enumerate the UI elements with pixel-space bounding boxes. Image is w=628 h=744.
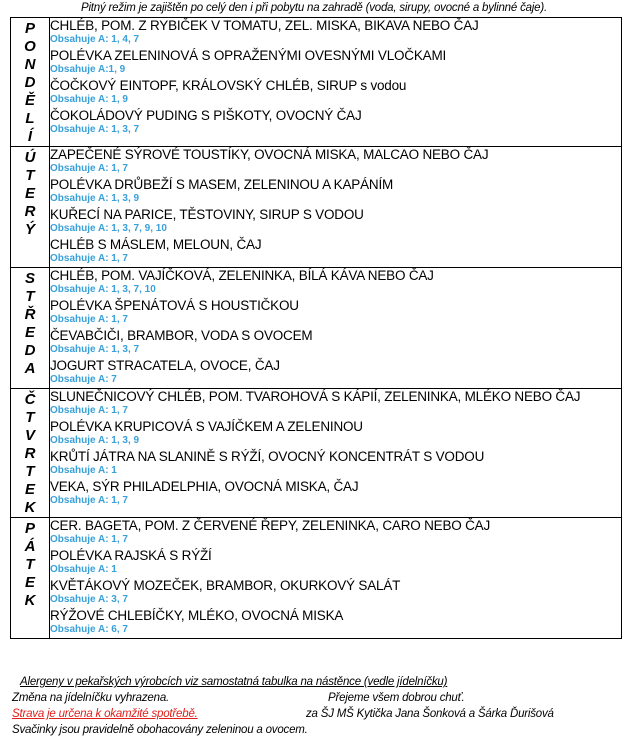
dish-name: KRŮTÍ JÁTRA NA SLANINĚ S RÝŽÍ, OVOCNÝ KONCENTRÁT S VODOU bbox=[50, 449, 485, 464]
dish-name: ČEVABČIČI, BRAMBOR, VODA S OVOCEM bbox=[50, 328, 313, 343]
dish-name: CHLÉB, POM. Z RYBIČEK V TOMATU, ZEL. MISKA, BIKAVA NEBO ČAJ bbox=[50, 18, 479, 33]
allergen-info: Obsahuje A: 6, 7 bbox=[50, 624, 128, 635]
dish-name: POLÉVKA ŠPENÁTOVÁ S HOUSTIČKOU bbox=[50, 298, 299, 313]
allergen-info: Obsahuje A: 1, 3, 7, 10 bbox=[50, 284, 156, 295]
day-row bbox=[11, 18, 622, 147]
dish-name: CHLÉB S MÁSLEM, MELOUN, ČAJ bbox=[50, 237, 262, 252]
signature: za ŠJ MŠ Kytička Jana Šonková a Šárka Ďurišová bbox=[306, 708, 554, 720]
changes-reserved-note bbox=[12, 692, 169, 704]
allergen-info: Obsahuje A: 1, 7 bbox=[50, 495, 128, 506]
day-letter: L bbox=[25, 110, 35, 127]
day-name-vertical bbox=[11, 518, 49, 610]
allergen-info: Obsahuje A: 7 bbox=[50, 374, 117, 385]
day-name-cell bbox=[11, 389, 50, 518]
day-letter: O bbox=[24, 38, 36, 55]
allergen-info: Obsahuje A: 1, 4, 7 bbox=[50, 34, 140, 45]
day-letter: D bbox=[24, 342, 36, 359]
allergen-info: Obsahuje A: 1, 9 bbox=[50, 94, 128, 105]
allergen-info: Obsahuje A: 1, 7 bbox=[50, 314, 128, 325]
dish-name: ČOČKOVÝ EINTOPF, KRÁLOVSKÝ CHLÉB, SIRUP s vodou bbox=[50, 78, 407, 93]
day-row bbox=[11, 389, 622, 518]
dish-name: KUŘECÍ NA PARICE, TĚSTOVINY, SIRUP S VODOU bbox=[50, 207, 364, 222]
day-letter: T bbox=[25, 556, 35, 573]
day-letter: R bbox=[24, 445, 36, 462]
dish-name: SLUNEČNICOVÝ CHLÉB, POM. TVAROHOVÁ S KÁPIÍ, ZELENINKA, MLÉKO NEBO ČAJ bbox=[50, 389, 581, 404]
wish-note: Přejeme všem dobrou chuť. bbox=[328, 692, 465, 704]
allergen-info: Obsahuje A: 1 bbox=[50, 465, 117, 476]
dish-name: ČOKOLÁDOVÝ PUDING S PIŠKOTY, OVOCNÝ ČAJ bbox=[50, 108, 362, 123]
day-letter: K bbox=[24, 592, 36, 609]
day-letter: E bbox=[24, 574, 35, 591]
allergen-info: Obsahuje A: 1, 7 bbox=[50, 253, 128, 264]
day-letter: K bbox=[24, 499, 36, 516]
weekly-menu-table bbox=[10, 17, 622, 639]
dish-name: KVĚTÁKOVÝ MOZEČEK, BRAMBOR, OKURKOVÝ SALÁT bbox=[50, 578, 401, 593]
dish-name: POLÉVKA DRŮBEŽÍ S MASEM, ZELENINOU A KAPÁNÍM bbox=[50, 177, 394, 192]
meals-cell bbox=[50, 18, 622, 147]
drinking-regime-note: Pitný režim je zajištěn po celý den i při pobytu na zahradě (voda, sirupy, ovocné a bylinné čaje). bbox=[80, 2, 547, 14]
meals-cell bbox=[50, 147, 622, 268]
day-letter: Č bbox=[24, 391, 36, 408]
day-name-vertical bbox=[11, 147, 49, 239]
day-name-cell bbox=[11, 147, 50, 268]
day-name-vertical bbox=[11, 389, 49, 517]
allergen-note: Alergeny v pekařských výrobcích viz samostatná tabulka na nástěnce (vedle jídelníčku) bbox=[20, 676, 448, 688]
day-row bbox=[11, 147, 622, 268]
day-letter: V bbox=[24, 427, 35, 444]
day-letter: S bbox=[24, 270, 35, 287]
day-letter: Ý bbox=[24, 221, 35, 238]
allergen-info: Obsahuje A: 1, 3, 9 bbox=[50, 435, 140, 446]
day-letter: Á bbox=[24, 538, 36, 555]
snacks-note: Svačinky jsou pravidelně obohacovány zeleninou a ovocem. bbox=[12, 724, 308, 736]
allergen-info: Obsahuje A: 1, 7 bbox=[50, 163, 128, 174]
day-letter: E bbox=[24, 481, 35, 498]
day-name-vertical bbox=[11, 18, 49, 146]
day-name-cell bbox=[11, 18, 50, 147]
allergen-info: Obsahuje A: 1, 7 bbox=[50, 405, 128, 416]
allergen-info: Obsahuje A:1, 9 bbox=[50, 64, 126, 75]
day-letter: T bbox=[25, 288, 35, 305]
day-letter: P bbox=[24, 520, 35, 537]
day-letter: T bbox=[25, 409, 35, 426]
day-letter: T bbox=[25, 463, 35, 480]
meals-cell bbox=[50, 268, 622, 389]
day-letter: N bbox=[24, 56, 36, 73]
day-row bbox=[11, 518, 622, 639]
allergen-info: Obsahuje A: 1, 3, 7 bbox=[50, 124, 140, 135]
day-letter: D bbox=[24, 74, 36, 91]
day-letter: A bbox=[24, 360, 36, 377]
allergen-info: Obsahuje A: 1, 3, 7, 9, 10 bbox=[50, 223, 167, 234]
day-letter: Ě bbox=[24, 92, 35, 109]
dish-name: POLÉVKA ZELENINOVÁ S OPRAŽENÝMI OVESNÝMI VLOČKAMI bbox=[50, 48, 447, 63]
dish-name: POLÉVKA KRUPICOVÁ S VAJÍČKEM A ZELENINOU bbox=[50, 419, 363, 434]
dish-name: RÝŽOVÉ CHLEBÍČKY, MLÉKO, OVOCNÁ MISKA bbox=[50, 608, 344, 623]
dish-name: CER. BAGETA, POM. Z ČERVENÉ ŘEPY, ZELENINKA, CARO NEBO ČAJ bbox=[50, 518, 491, 533]
day-name-cell bbox=[11, 268, 50, 389]
immediate-consumption-note: Strava je určena k okamžité spotřebě. bbox=[12, 708, 198, 720]
dish-name: JOGURT STRACATELA, OVOCE, ČAJ bbox=[50, 358, 280, 373]
allergen-info: Obsahuje A: 1, 7 bbox=[50, 534, 128, 545]
allergen-info: Obsahuje A: 1, 3, 9 bbox=[50, 193, 140, 204]
dish-name: POLÉVKA RAJSKÁ S RÝŽÍ bbox=[50, 548, 212, 563]
changes-reserved-text: Změna na jídelníčku vyhrazena. bbox=[12, 692, 170, 704]
day-letter: Ř bbox=[24, 306, 36, 323]
day-letter: R bbox=[24, 203, 36, 220]
allergen-info: Obsahuje A: 1, 3, 7 bbox=[50, 344, 140, 355]
day-letter: Í bbox=[27, 128, 33, 145]
day-letter: Ú bbox=[24, 149, 36, 166]
meals-cell bbox=[50, 518, 622, 639]
day-letter: T bbox=[25, 167, 35, 184]
day-letter: P bbox=[24, 20, 35, 37]
allergen-info: Obsahuje A: 1 bbox=[50, 564, 117, 575]
dish-name: ZAPEČENÉ SÝROVÉ TOUSTÍKY, OVOCNÁ MISKA, MALCAO NEBO ČAJ bbox=[50, 147, 489, 162]
day-letter: E bbox=[24, 185, 35, 202]
day-name-vertical bbox=[11, 268, 49, 378]
day-letter: E bbox=[24, 324, 35, 341]
dish-name: VEKA, SÝR PHILADELPHIA, OVOCNÁ MISKA, ČAJ bbox=[50, 479, 359, 494]
day-name-cell bbox=[11, 518, 50, 639]
meals-cell bbox=[50, 389, 622, 518]
dish-name: CHLÉB, POM. VAJÍČKOVÁ, ZELENINKA, BÍLÁ KÁVA NEBO ČAJ bbox=[50, 268, 434, 283]
day-row bbox=[11, 268, 622, 389]
allergen-info: Obsahuje A: 3, 7 bbox=[50, 594, 128, 605]
